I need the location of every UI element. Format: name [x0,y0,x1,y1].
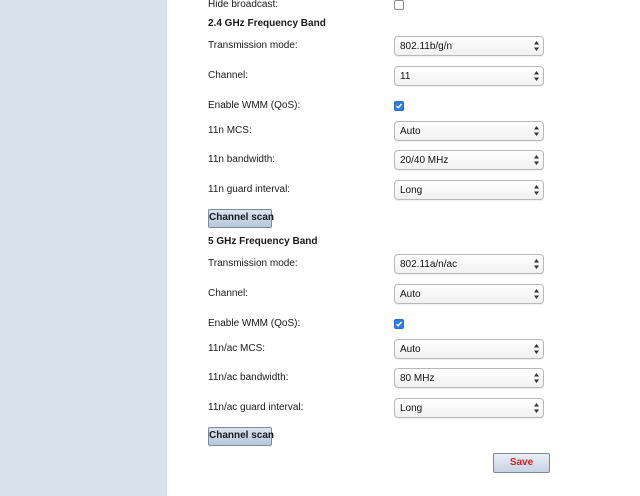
band-5-channel-label: Channel: [208,288,249,299]
band-5-wmm-label: Enable WMM (QoS): [208,318,301,329]
band-5-wmm-checkbox[interactable] [394,319,404,329]
select-arrows-icon [533,184,540,196]
band-5-channel-value: Auto [400,289,421,300]
band-5-mcs-select[interactable] [394,339,544,359]
band-24-bandwidth-value: 20/40 MHz [400,155,449,166]
select-arrows-icon [533,154,540,166]
select-arrows-icon [533,343,540,355]
band-24-wmm-checkbox[interactable] [394,101,404,111]
band-24-bandwidth-select[interactable] [394,150,544,170]
band-5-mcs-value: Auto [400,344,421,355]
select-arrows-icon [533,125,540,137]
band-5-heading: 5 GHz Frequency Band [208,236,318,247]
band-5-bandwidth-select[interactable] [394,368,544,388]
hide-broadcast-label: Hide broadcast: [208,0,279,10]
hide-broadcast-checkbox[interactable] [394,0,404,10]
band-5-guard-label: 11n/ac guard interval: [208,402,304,413]
band-24-mcs-value: Auto [400,126,421,137]
select-arrows-icon [533,288,540,300]
band-24-mcs-label: 11n MCS: [208,125,252,136]
checkmark-icon [395,102,403,110]
band-5-transmission-mode-value: 802.11a/n/ac [400,259,458,270]
band-24-wmm-label: Enable WMM (QoS): [208,100,301,111]
select-arrows-icon [533,258,540,270]
band-5-transmission-mode-label: Transmission mode: [208,258,298,269]
band-5-bandwidth-value: 80 MHz [400,373,435,384]
band-24-transmission-mode-value: 802.11b/g/n [400,41,453,52]
band-5-guard-select[interactable] [394,398,544,418]
band-24-channel-scan-button[interactable]: Channel scan [208,209,272,228]
band-24-mcs-select[interactable] [394,121,544,141]
band-24-guard-value: Long [400,185,423,196]
band-24-channel-value: 11 [400,71,411,82]
select-arrows-icon [533,40,540,52]
band-5-bandwidth-label: 11n/ac bandwidth: [208,372,289,383]
band-24-guard-select[interactable] [394,180,544,200]
band-5-transmission-mode-select[interactable] [394,254,544,274]
band-5-mcs-label: 11n/ac MCS: [208,343,266,354]
band-5-guard-value: Long [400,403,423,414]
checkmark-icon [395,320,403,328]
band-24-channel-select[interactable] [394,66,544,86]
band-24-channel-label: Channel: [208,70,249,81]
band-24-heading: 2.4 GHz Frequency Band [208,18,326,29]
select-arrows-icon [533,372,540,384]
left-sidebar [0,0,167,496]
band-24-transmission-mode-label: Transmission mode: [208,40,298,51]
band-24-transmission-mode-select[interactable] [394,36,544,56]
band-5-channel-scan-button[interactable]: Channel scan [208,427,272,446]
band-24-bandwidth-label: 11n bandwidth: [208,154,276,165]
select-arrows-icon [533,70,540,82]
band-5-channel-select[interactable] [394,284,544,304]
band-24-guard-label: 11n guard interval: [208,184,291,195]
select-arrows-icon [533,402,540,414]
save-button[interactable]: Save [493,453,550,473]
